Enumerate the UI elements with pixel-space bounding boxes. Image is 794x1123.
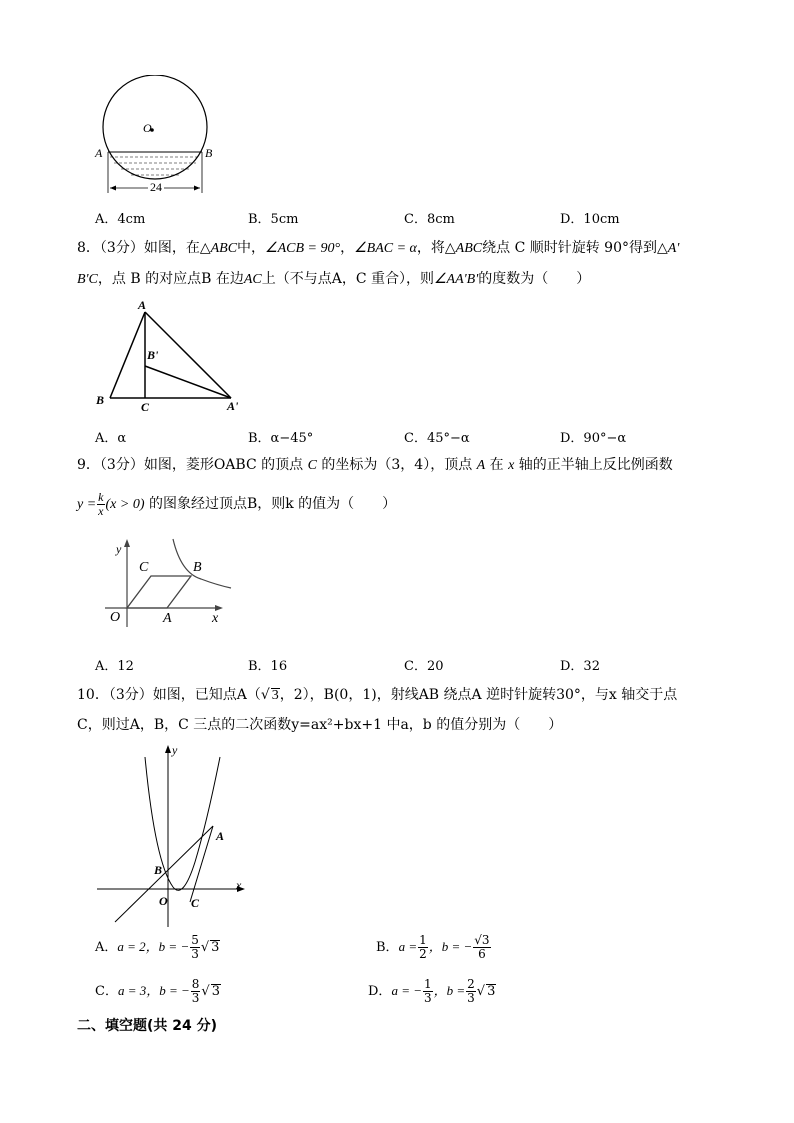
q9-t2: 在 bbox=[489, 457, 504, 473]
q8-tri-start: B'C bbox=[77, 272, 98, 287]
fig7-label-B: B bbox=[205, 146, 213, 160]
q10-a-sqrt-sign: √ bbox=[200, 940, 210, 955]
q10-d-anum: 1 bbox=[423, 977, 432, 991]
q10-c-num: 8 bbox=[191, 977, 200, 991]
q7-option-c[interactable]: C．8cm bbox=[404, 212, 455, 227]
q8-t1: 中， bbox=[237, 240, 266, 256]
q10-d-root: 3 bbox=[487, 984, 496, 999]
q10-b-bden: 6 bbox=[478, 947, 486, 961]
q10-c-aval: a = 3， bbox=[117, 983, 160, 998]
q8-abc1: ABC bbox=[210, 241, 238, 256]
fig10-label-y: y bbox=[172, 743, 178, 757]
q9-option-d[interactable]: D．32 bbox=[560, 659, 600, 674]
q10-c-bval: b = − bbox=[159, 983, 190, 998]
q10-sqrt-sign: √ bbox=[260, 687, 270, 703]
q10-b-label: B． bbox=[376, 940, 399, 955]
q8-option-d[interactable]: D．90°−α bbox=[560, 431, 627, 446]
q10-b-bval: ，b = − bbox=[428, 939, 473, 954]
q8-option-a[interactable]: A．α bbox=[95, 431, 127, 446]
q10-figure-parabola bbox=[95, 742, 255, 930]
q10-stem bbox=[77, 680, 727, 740]
q10-line2: C，则过A，B，C 三点的二次函数y=ax²+bx+1 中a，b 的值分别为（ ） bbox=[77, 717, 563, 733]
q10-c-den: 3 bbox=[191, 991, 200, 1005]
q10-c-frac bbox=[191, 978, 201, 1005]
q10-b-aden: 2 bbox=[419, 947, 427, 961]
section-title-fill-blank: 二、填空题(共 24 分) bbox=[77, 1018, 218, 1034]
q10-d-bfrac bbox=[466, 978, 476, 1005]
q10-b-bnum: √3 bbox=[474, 933, 490, 947]
q10-b-bfrac bbox=[473, 934, 490, 961]
q9-xden: x bbox=[98, 503, 104, 518]
q10-t1: ，2），B(0，1)，射线AB 绕点A 逆时针旋转30°，与x 轴交于点 bbox=[279, 687, 678, 703]
q10-a-bval: b = − bbox=[158, 939, 190, 954]
fig8-label-B: B bbox=[96, 393, 105, 407]
q10-d-aval: a = − bbox=[391, 983, 422, 998]
q9-t1: 的坐标为（3，4），顶点 bbox=[321, 457, 473, 473]
q8-t7: 的度数为（ ） bbox=[478, 271, 591, 287]
q8-t2: ， bbox=[340, 240, 355, 256]
q10-option-a[interactable] bbox=[95, 934, 220, 961]
q9-stem bbox=[77, 450, 727, 520]
q8-t3: ，将△ bbox=[416, 240, 456, 256]
fig9-label-y: y bbox=[116, 542, 122, 556]
q9-option-b[interactable]: B．16 bbox=[248, 659, 288, 674]
fig10-label-A: A bbox=[216, 829, 225, 843]
q10-c-sqrt-sign: √ bbox=[201, 984, 210, 999]
fig7-label-O: O bbox=[143, 121, 152, 135]
q8-t6: 上（不与点A，C 重合），则 bbox=[261, 271, 434, 287]
q10-b-aval: a = bbox=[398, 939, 418, 954]
fig9-label-A: A bbox=[163, 611, 172, 626]
q9-option-a[interactable]: A．12 bbox=[95, 659, 134, 674]
q8-t5: ，点 B 的对应点B 在边 bbox=[97, 271, 244, 287]
q10-d-bden: 3 bbox=[467, 991, 475, 1005]
q10-d-bval: ，b = bbox=[433, 983, 466, 998]
q10-a-frac bbox=[190, 934, 200, 961]
q10-d-label: D． bbox=[368, 984, 392, 999]
q10-d-aden: 3 bbox=[423, 991, 432, 1005]
q8-prefix: 8．（3分）如图，在△ bbox=[77, 240, 211, 256]
fig9-label-x: x bbox=[212, 611, 219, 626]
q7-option-a[interactable]: A．4cm bbox=[95, 212, 146, 227]
q10-b-afrac bbox=[418, 934, 428, 961]
q9-prefix: 9．（3分）如图，菱形OABC 的顶点 bbox=[77, 457, 304, 473]
q9-A: A bbox=[476, 458, 486, 473]
q10-sqrt3: 3 bbox=[271, 688, 279, 703]
q8-option-b[interactable]: B．α−45° bbox=[248, 431, 314, 446]
q9-C: C bbox=[307, 458, 317, 473]
fig9-label-O: O bbox=[110, 610, 121, 625]
fig10-label-B: B bbox=[154, 863, 163, 877]
q8-ac: AC bbox=[243, 272, 262, 287]
q10-c-label: C． bbox=[95, 984, 118, 999]
fig7-label-width: 24 bbox=[150, 180, 162, 194]
q8-tri-end: A' bbox=[667, 241, 680, 256]
fig9-label-C: C bbox=[139, 560, 149, 575]
q9-x: x bbox=[508, 458, 515, 473]
fig7-label-A: A bbox=[95, 146, 103, 160]
q7-option-b[interactable]: B．5cm bbox=[248, 212, 299, 227]
q8-abc2: ABC bbox=[455, 241, 483, 256]
fig8-label-C: C bbox=[141, 400, 150, 414]
q10-d-bnum: 2 bbox=[467, 977, 475, 991]
q9-k-over-x bbox=[97, 491, 104, 518]
q10-prefix: 10．（3分）如图，已知点A（ bbox=[77, 687, 261, 703]
fig10-label-x: x bbox=[236, 878, 242, 892]
q10-a-aval: a = 2， bbox=[117, 939, 159, 954]
fig8-label-Ap: A' bbox=[227, 399, 239, 413]
fig8-label-A: A bbox=[138, 298, 147, 312]
q10-b-anum: 1 bbox=[419, 933, 427, 947]
fig8-label-Bp: B' bbox=[147, 348, 159, 362]
q8-angle3: ∠AA'B' bbox=[434, 272, 479, 287]
q7-option-d[interactable]: D．10cm bbox=[560, 212, 620, 227]
fig10-label-O: O bbox=[159, 894, 168, 908]
q10-a-num: 5 bbox=[191, 933, 199, 947]
q9-option-c[interactable]: C．20 bbox=[404, 659, 444, 674]
fig9-label-B: B bbox=[193, 560, 202, 575]
q10-a-root: 3 bbox=[211, 940, 220, 955]
q10-a-label: A． bbox=[95, 940, 118, 955]
q10-option-c[interactable] bbox=[95, 978, 221, 1005]
q8-t4: 绕点 C 顺时针旋转 90°得到△ bbox=[482, 240, 668, 256]
q10-d-afrac bbox=[423, 978, 433, 1005]
q10-c-root: 3 bbox=[211, 984, 220, 999]
fig10-label-C: C bbox=[191, 896, 200, 910]
q8-angle1: ∠ACB = 90° bbox=[265, 241, 341, 256]
q9-t4: 的图象经过顶点B，则k 的值为（ ） bbox=[148, 496, 397, 512]
q10-option-b[interactable] bbox=[376, 934, 492, 961]
q8-figure-triangles bbox=[100, 300, 240, 410]
q8-option-c[interactable]: C．45°−α bbox=[404, 431, 470, 446]
q10-d-sqrt-sign: √ bbox=[476, 984, 486, 999]
q9-cond: (x > 0) bbox=[105, 497, 145, 512]
q8-angle2: ∠BAC = α bbox=[354, 241, 417, 256]
q10-option-d[interactable] bbox=[368, 978, 496, 1005]
q9-k: k bbox=[98, 489, 104, 504]
q8-stem bbox=[77, 233, 727, 295]
q9-t3: 轴的正半轴上反比例函数 bbox=[518, 457, 673, 473]
q10-a-den: 3 bbox=[191, 947, 199, 961]
q9-y-eq: y = bbox=[77, 497, 97, 512]
